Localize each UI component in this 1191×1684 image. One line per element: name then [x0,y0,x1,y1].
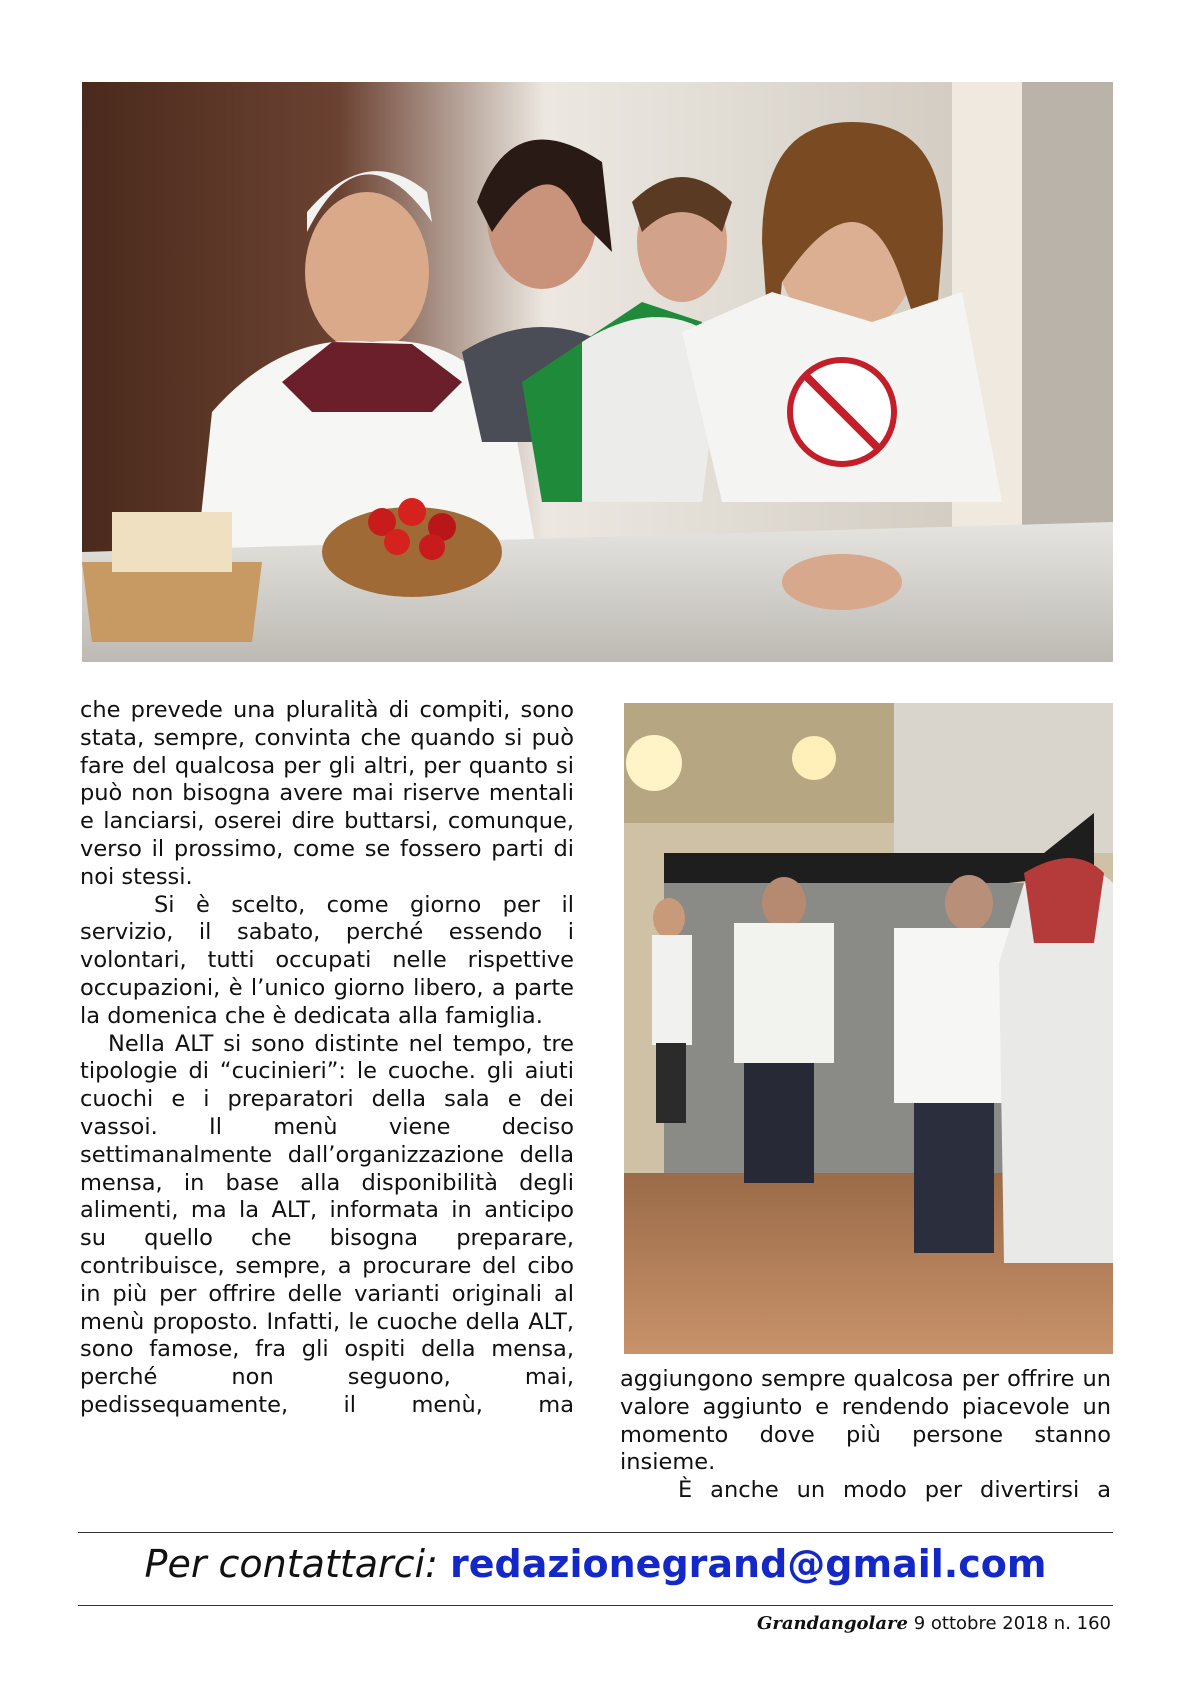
contact-label: Per contattarci: [144,1542,438,1586]
magazine-name: Grandangolare [757,1613,908,1634]
kitchen-photo-illustration [624,703,1113,1354]
contact-line [0,1540,1191,1588]
article-paragraph-1: che prevede una pluralità di compiti, sono stata, sempre, convinta che quando si può fare del qualcosa per gli altri, per quanto si può non bisogna avere mai riserve mentali e lanciarsi, oserei dire buttarsi, comunque, verso il prossimo, come se fossero parti di noi stessi. [80,697,574,890]
article-left-column [80,697,574,1420]
article-paragraph-2: Si è scelto, come giorno per il servizio, il sabato, perché essendo i volontari, tutti occupati nelle rispettive occupazioni, è l’unico giorno libero, a parte la domenica che è dedicata alla famiglia. [80,891,574,1029]
article-paragraph-5: È anche un modo per divertirsi a [678,1477,1111,1504]
article-paragraph-4: aggiungono sempre qualcosa per offrire un valore aggiunto e rendendo piacevole un momento dove più persone stanno insieme. [620,1366,1111,1476]
article-paragraph-3: Nella ALT si sono distinte nel tempo, tre tipologie di “cucinieri”: le cuoche. gli aiuti cuochi e i preparatori della sala e dei vassoi. Il menù viene deciso settimanalmente dall’organizzazione della mensa, in base alla disponibilità degli alimenti, ma la ALT, informata in anticipo su quello che bisogna preparare, contribuisce, sempre, a procurare del cibo in più per offrire delle varianti originali al menù proposto. Infatti, le cuoche della ALT, sono famose, fra gli ospiti della mensa, perché non seguono, mai, pedissequamente, il menù, ma [80,1030,574,1418]
contact-email-link[interactable]: redazionegrand@gmail.com [450,1542,1047,1586]
volunteers-photo [82,82,1113,662]
divider-top [78,1532,1113,1533]
volunteers-photo-illustration [82,82,1113,662]
divider-bottom [78,1605,1113,1606]
issue-info: 9 ottobre 2018 n. 160 [913,1613,1111,1634]
kitchen-photo [624,703,1113,1354]
page-footer [757,1612,1111,1636]
article-right-column [620,1366,1111,1505]
